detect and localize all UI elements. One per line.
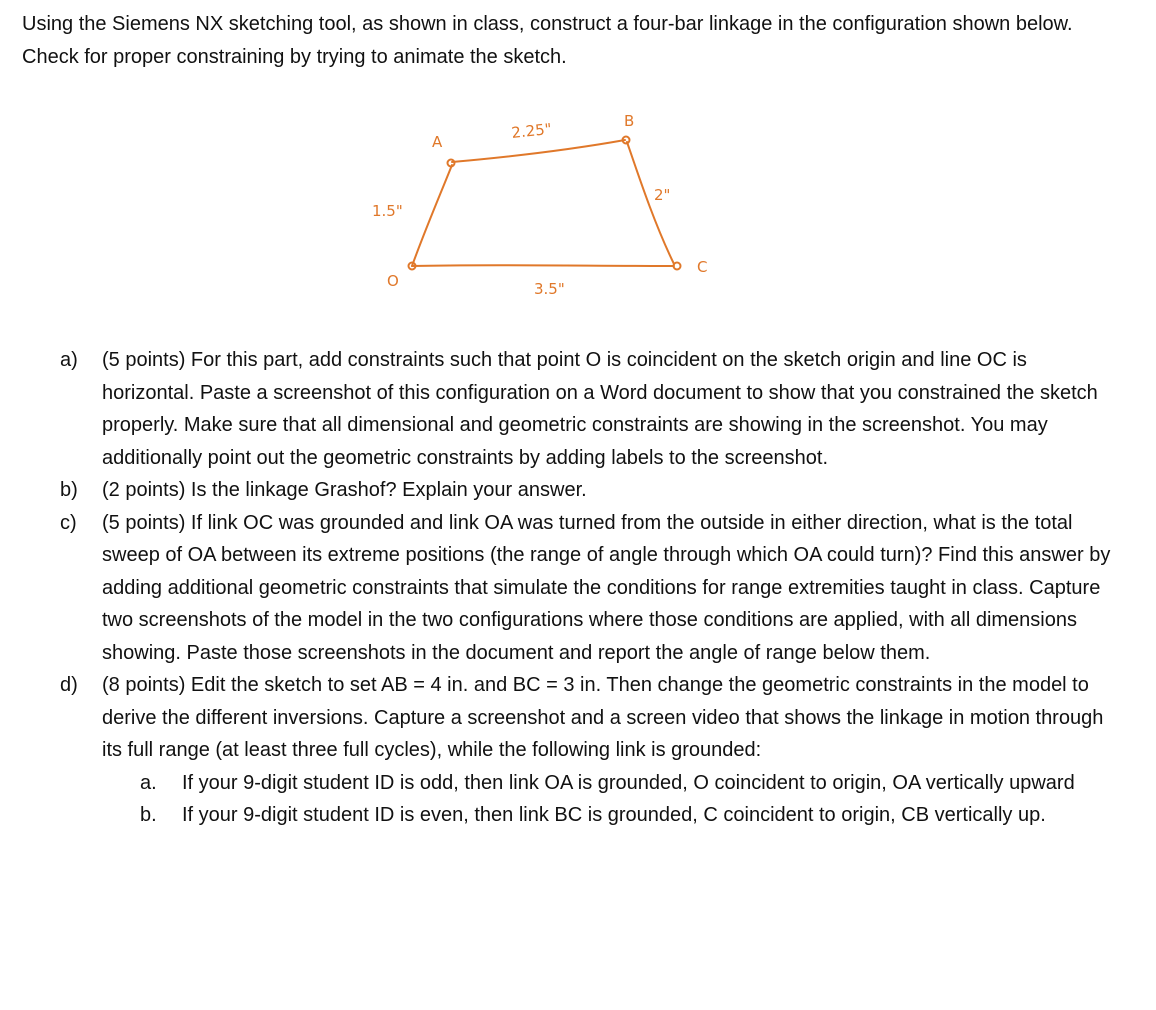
- sub-item-b: [140, 799, 1120, 832]
- link-oa: [412, 165, 452, 266]
- question-b: [60, 474, 1120, 507]
- question-a: [60, 344, 1120, 474]
- question-text: (8 points) Edit the sketch to set AB = 4 in. and BC = 3 in. Then change the geometric constraints in the model to derive the different inversions. Capture a screenshot and a screen video that shows the linkage in motion through its full range (at least three full cycles), while the following link is grounded:: [102, 674, 1104, 761]
- question-d: [60, 669, 1120, 767]
- four-bar-linkage-sketch: [340, 100, 760, 310]
- dimension-oa: 1.5": [372, 202, 403, 220]
- sub-item-text: If your 9-digit student ID is odd, then link OA is grounded, O coincident to origin, OA vertically upward: [182, 771, 1075, 794]
- dimension-bc: 2": [654, 186, 671, 204]
- question-list: [60, 344, 1120, 832]
- linkage-drawing: [340, 100, 760, 310]
- label-c: C: [697, 258, 708, 276]
- question-text: (2 points) Is the linkage Grashof? Explain your answer.: [102, 479, 587, 501]
- link-oc: [412, 265, 674, 266]
- question-text: (5 points) If link OC was grounded and link OA was turned from the outside in either direction, what is the total sweep of OA between its extreme positions (the range of angle through which OA could turn)? Find this answer by adding additional geometric constraints that simulate the conditions for range extremities taught in class. Capture two screenshots of the model in the two configurations where those conditions are applied, with all dimensions showing. Paste those screenshots in the document and report the angle of range below them.: [102, 511, 1111, 664]
- label-b: B: [624, 112, 635, 130]
- question-marker: c): [60, 511, 77, 534]
- question-marker: a): [60, 349, 78, 371]
- sub-item-text: If your 9-digit student ID is even, then link BC is grounded, C coincident to origin, CB vertically up.: [182, 804, 1046, 826]
- question-marker: b): [60, 479, 78, 501]
- label-a: A: [432, 133, 443, 151]
- question-text: (5 points) For this part, add constraints such that point O is coincident on the sketch origin and line OC is horizontal. Paste a screenshot of this configuration on a Word document to show that you constrained the sketch properly. Make sure that all dimensional and geometric constraints are showing in the screenshot. You may additionally point out the geometric constraints by adding labels to the screenshot.: [102, 349, 1098, 469]
- question-marker: d): [60, 674, 78, 696]
- label-o: O: [387, 272, 399, 290]
- question-c: [60, 507, 1120, 670]
- sub-item-a: [140, 767, 1120, 800]
- link-ab: [452, 140, 625, 162]
- sub-item-marker: a.: [140, 771, 157, 794]
- dimension-oc: 3.5": [534, 280, 565, 298]
- intro-paragraph: Using the Siemens NX sketching tool, as shown in class, construct a four-bar linkage in the configuration shown below. Check for proper constraining by trying to animate the sketch.: [22, 13, 1073, 68]
- sub-item-marker: b.: [140, 804, 157, 826]
- dimension-ab: 2.25": [510, 119, 553, 142]
